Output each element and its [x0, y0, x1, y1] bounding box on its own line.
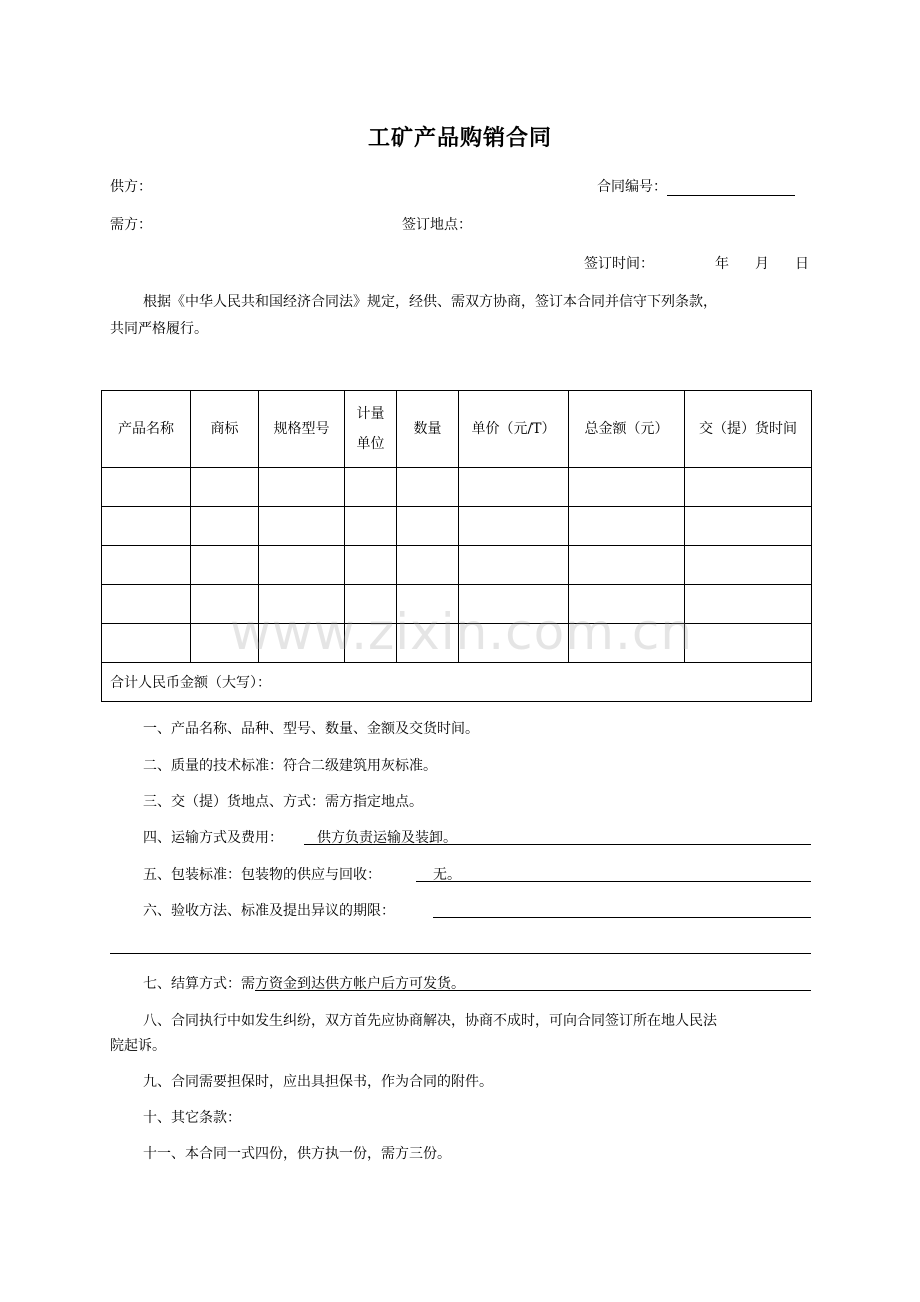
clause-7-label: 七、结算方式：	[143, 976, 241, 992]
clause-5-value: 无。	[433, 867, 461, 883]
table-row	[102, 546, 812, 585]
clause-8-line-1: 八、合同执行中如发生纠纷，双方首先应协商解决，协商不成时，可向合同签订所在地人民法	[143, 1013, 717, 1029]
table-cell[interactable]	[102, 468, 191, 507]
table-cell[interactable]	[191, 468, 259, 507]
clause-6-second-line	[110, 953, 811, 954]
header-quantity: 数量	[397, 391, 459, 468]
table-cell[interactable]	[685, 585, 812, 624]
intro-line-2: 共同严格履行。	[110, 321, 208, 337]
table-cell[interactable]	[345, 468, 397, 507]
clause-10: 十、其它条款：	[143, 1110, 241, 1126]
table-cell[interactable]	[397, 507, 459, 546]
table-cell[interactable]	[102, 546, 191, 585]
header-total-amount: 总金额（元）	[569, 391, 685, 468]
clause-7-underline	[255, 990, 811, 991]
clause-2: 二、质量的技术标准：符合二级建筑用灰标准。	[143, 758, 437, 774]
clause-4-label: 四、运输方式及费用：	[143, 830, 283, 846]
table-cell[interactable]	[569, 507, 685, 546]
table-cell[interactable]	[459, 507, 569, 546]
clause-11: 十一、本合同一式四份，供方执一份，需方三份。	[143, 1146, 451, 1162]
total-row	[102, 663, 812, 702]
table-row	[102, 468, 812, 507]
clause-3: 三、交（提）货地点、方式：需方指定地点。	[143, 794, 423, 810]
header-unit-line2: 单位	[356, 436, 385, 452]
table-cell[interactable]	[102, 585, 191, 624]
table-cell[interactable]	[459, 468, 569, 507]
header-brand: 商标	[191, 391, 259, 468]
table-row	[102, 507, 812, 546]
contract-number-field	[597, 176, 795, 196]
header-delivery-time: 交（提）货时间	[685, 391, 812, 468]
sign-time-label: 签订时间：	[584, 256, 654, 272]
table-header-row	[102, 391, 812, 468]
contract-title: 工矿产品购销合同	[367, 126, 552, 151]
clause-8-line-2: 院起诉。	[110, 1038, 166, 1054]
table-cell[interactable]	[259, 546, 345, 585]
sign-year: 年	[715, 256, 729, 272]
clause-4-underline	[304, 844, 811, 845]
table-cell[interactable]	[259, 468, 345, 507]
clause-6-underline	[433, 917, 811, 918]
table-cell[interactable]	[685, 468, 812, 507]
header-unit	[345, 391, 397, 468]
header-product-name: 产品名称	[102, 391, 191, 468]
clause-7-value: 需方资金到达供方帐户后方可发货。	[241, 976, 465, 992]
header-unit-price: 单价（元/T）	[459, 391, 569, 468]
table-cell[interactable]	[345, 507, 397, 546]
table-cell[interactable]	[102, 624, 191, 663]
sign-day: 日	[795, 256, 809, 272]
table-cell[interactable]	[397, 546, 459, 585]
sign-month: 月	[755, 256, 769, 272]
table-cell[interactable]	[459, 546, 569, 585]
table-cell[interactable]	[569, 546, 685, 585]
clause-5-label: 五、包装标准：包装物的供应与回收：	[143, 867, 381, 883]
clause-1: 一、产品名称、品种、型号、数量、金额及交货时间。	[143, 721, 479, 737]
buyer-label: 需方：	[110, 217, 152, 233]
header-spec: 规格型号	[259, 391, 345, 468]
clause-5	[143, 864, 461, 884]
clause-9: 九、合同需要担保时，应出具担保书，作为合同的附件。	[143, 1074, 493, 1090]
clause-5-underline	[416, 881, 811, 882]
table-cell[interactable]	[569, 468, 685, 507]
clause-4-value: 供方负责运输及装卸。	[317, 830, 457, 846]
intro-line-1: 根据《中华人民共和国经济合同法》规定，经供、需双方协商，签订本合同并信守下列条款，	[143, 294, 717, 310]
sign-place-label: 签订地点：	[402, 217, 472, 233]
table-cell[interactable]	[685, 507, 812, 546]
table-cell[interactable]	[191, 507, 259, 546]
clause-6-label: 六、验收方法、标准及提出异议的期限：	[143, 903, 395, 919]
table-cell[interactable]	[345, 546, 397, 585]
table-cell[interactable]	[685, 624, 812, 663]
table-cell[interactable]	[259, 507, 345, 546]
table-cell[interactable]	[102, 507, 191, 546]
watermark: www.zixin.com.cn	[230, 603, 694, 661]
table-cell[interactable]	[397, 468, 459, 507]
total-amount-label[interactable]: 合计人民币金额（大写）：	[102, 663, 812, 702]
table-cell[interactable]	[685, 546, 812, 585]
contract-number-blank	[667, 179, 795, 196]
supplier-label: 供方：	[110, 179, 152, 195]
header-unit-line1: 计量	[356, 406, 385, 422]
table-cell[interactable]	[191, 546, 259, 585]
contract-number-label: 合同编号：	[597, 179, 667, 195]
